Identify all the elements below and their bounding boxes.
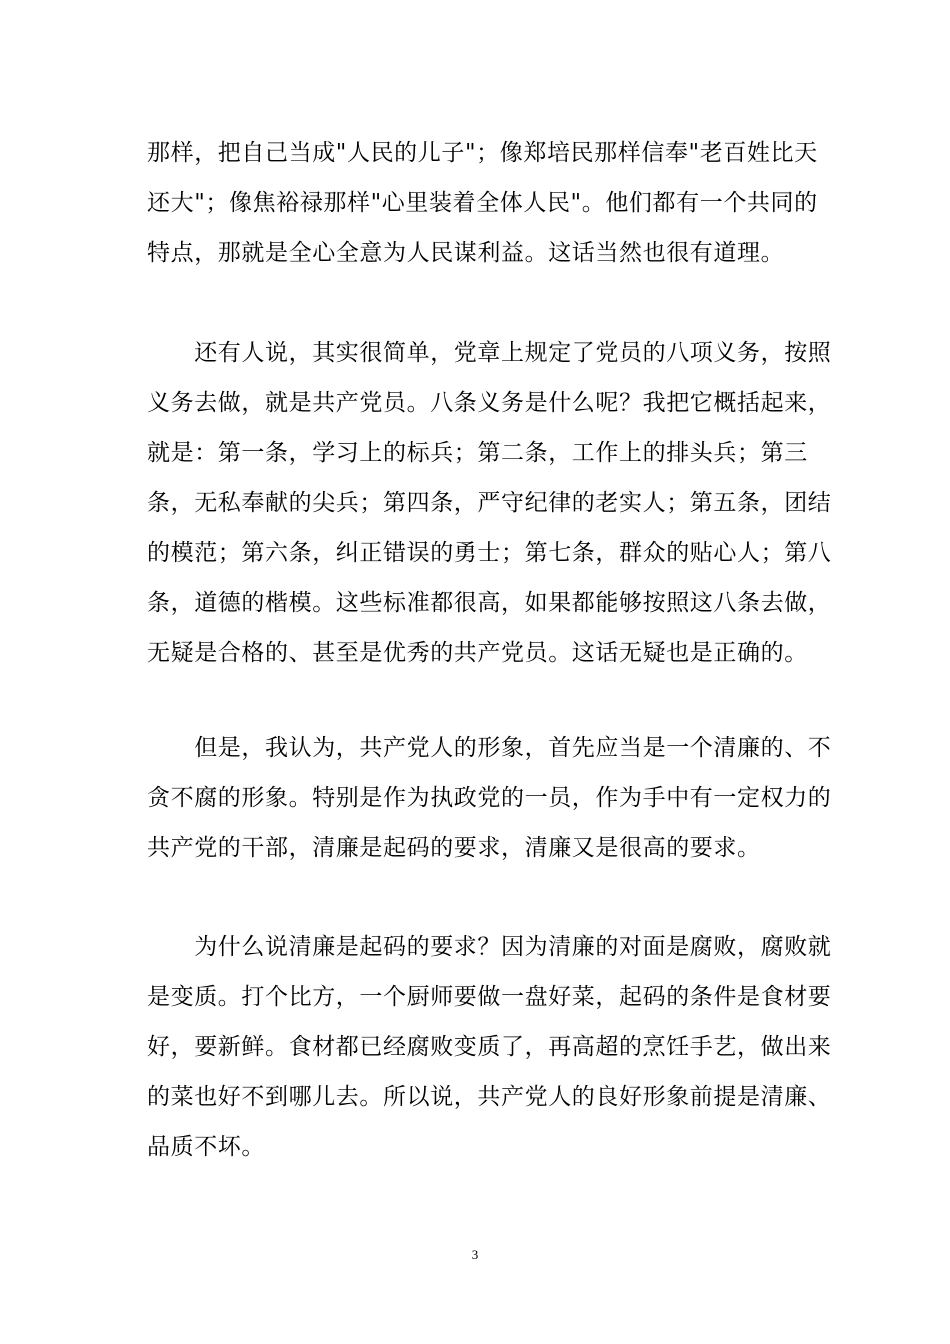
- text-line: 条，道德的楷模。这些标准都很高，如果都能够按照这八条去做，: [147, 590, 832, 616]
- text-line: 还有人说，其实很简单，党章上规定了党员的八项义务，按照: [147, 340, 832, 366]
- page-number: 3: [471, 1247, 479, 1262]
- text-line: 但是，我认为，共产党人的形象，首先应当是一个清廉的、不: [147, 735, 832, 761]
- text-line: 的模范；第六条，纠正错误的勇士；第七条，群众的贴心人；第八: [147, 540, 832, 566]
- text-line: 贪不腐的形象。特别是作为执政党的一员，作为手中有一定权力的: [147, 785, 832, 811]
- paragraph-2: [147, 328, 832, 678]
- text-line: 共产党的干部，清廉是起码的要求，清廉又是很高的要求。: [147, 835, 761, 861]
- text-line: 好，要新鲜。食材都已经腐败变质了，再高超的烹饪手艺，做出来: [147, 1034, 832, 1060]
- paragraph-4: [147, 922, 832, 1172]
- text-line: 就是：第一条，学习上的标兵；第二条，工作上的排头兵；第三: [147, 440, 808, 466]
- text-line: 是变质。打个比方，一个厨师要做一盘好菜，起码的条件是食材要: [147, 984, 832, 1010]
- paragraph-1: [147, 128, 818, 278]
- text-line: 的菜也好不到哪儿去。所以说，共产党人的良好形象前提是清廉、: [147, 1084, 832, 1110]
- text-line: 那样，把自己当成"人民的儿子"；像郑培民那样信奉"老百姓比天: [147, 140, 818, 166]
- text-line: 无疑是合格的、甚至是优秀的共产党员。这话无疑也是正确的。: [147, 640, 808, 666]
- paragraph-3: [147, 723, 832, 873]
- text-line: 义务去做，就是共产党员。八条义务是什么呢？我把它概括起来，: [147, 390, 832, 416]
- text-line: 条，无私奉献的尖兵；第四条，严守纪律的老实人；第五条，团结: [147, 490, 832, 516]
- text-line: 还大"；像焦裕禄那样"心里装着全体人民"。他们都有一个共同的: [147, 190, 818, 216]
- text-line: 为什么说清廉是起码的要求？因为清廉的对面是腐败，腐败就: [147, 934, 832, 960]
- text-line: 特点，那就是全心全意为人民谋利益。这话当然也很有道理。: [147, 240, 785, 266]
- text-line: 品质不坏。: [147, 1134, 265, 1160]
